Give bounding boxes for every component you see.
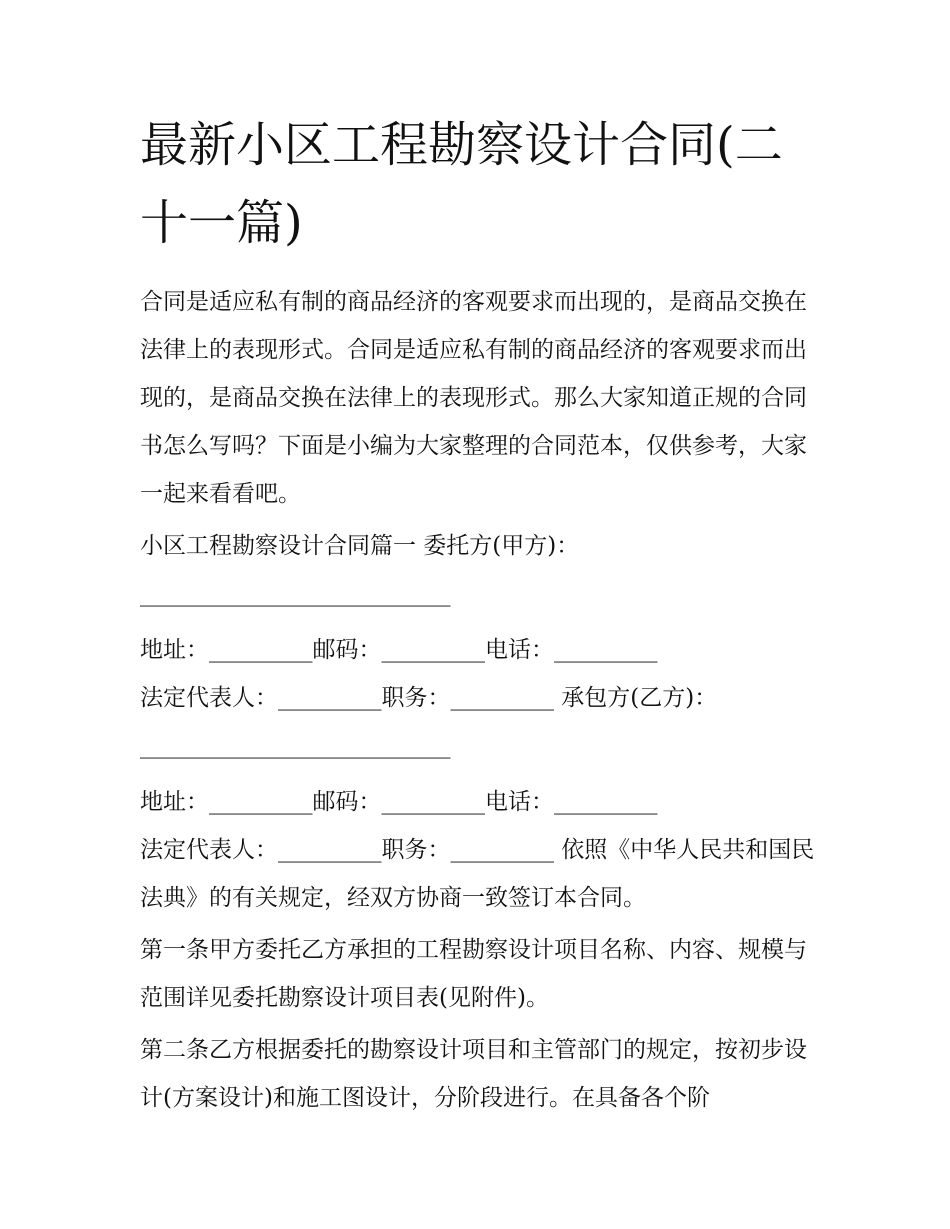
party-b-representative-paragraph: 法定代表人：_________职务：_________ 依照《中华人民共和国民法典》的有关规定，经双方协商一致签订本合同。: [140, 837, 815, 911]
party-b-address-line: 地址：_________邮码：_________电话：_________: [140, 789, 658, 815]
party-a-representative-line: 法定代表人：_________职务：_________ 承包方(乙方)：: [140, 685, 718, 711]
section-heading: 小区工程勘察设计合同篇一 委托方(甲方)：: [140, 533, 580, 559]
document-body: [140, 278, 820, 1126]
article-1: 第一条甲方委托乙方承担的工程勘察设计项目名称、内容、规模与范围详见委托勘察设计项目表(见附件)。: [140, 937, 807, 1011]
spacer: [140, 770, 820, 778]
article-2: 第二条乙方根据委托的勘察设计项目和主管部门的规定，按初步设计(方案设计)和施工图设计，分阶段进行。在具备各个阶: [140, 1037, 807, 1111]
intro-paragraph: 合同是适应私有制的商品经济的客观要求而出现的，是商品交换在法律上的表现形式。合同是适应私有制的商品经济的客观要求而出现的，是商品交换在法律上的表现形式。那么大家知道正规的合同书怎么写吗？下面是小编为大家整理的合同范本，仅供参考，大家一起来看看吧。: [140, 289, 807, 507]
party-b-name-blank: ___________________________: [140, 733, 451, 759]
party-a-address-line: 地址：_________邮码：_________电话：_________: [140, 637, 658, 663]
document-title: 最新小区工程勘察设计合同(二十一篇): [140, 117, 783, 251]
party-a-name-blank: ___________________________: [140, 581, 451, 607]
spacer: [140, 618, 820, 626]
